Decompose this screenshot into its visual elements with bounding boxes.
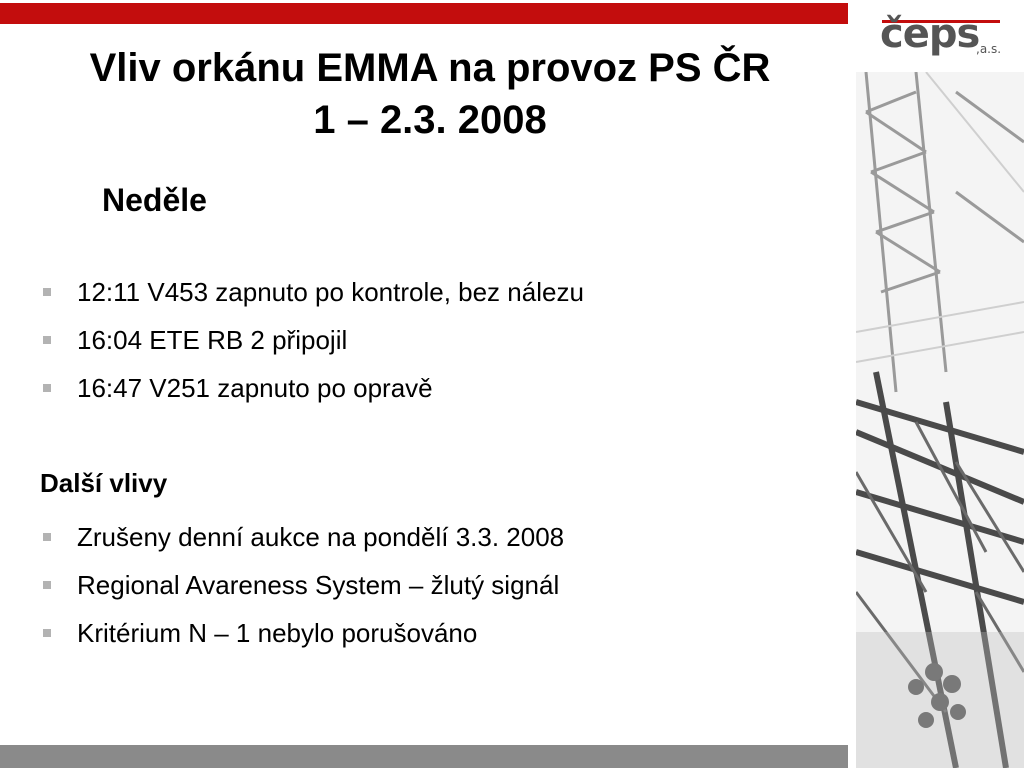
- square-bullet-icon: [43, 336, 51, 344]
- sunday-events-list: [40, 268, 820, 412]
- square-bullet-icon: [43, 581, 51, 589]
- event-text: 12:11 V453 zapnuto po kontrole, bez nálezu: [77, 277, 584, 307]
- top-accent-bar: [0, 3, 848, 24]
- transmission-tower-photo: [856, 72, 1024, 768]
- bottom-bar: [0, 745, 848, 768]
- event-text: 16:47 V251 zapnuto po opravě: [77, 373, 433, 403]
- other-effects-heading: Další vlivy: [40, 468, 168, 498]
- title-line-2: 1 – 2.3. 2008: [313, 98, 547, 142]
- tower-photo-illustration: [856, 72, 1024, 768]
- slide-title: [20, 42, 840, 146]
- list-item: [40, 316, 820, 364]
- logo-suffix: ,a.s.: [976, 42, 1002, 56]
- other-effects-list: [40, 513, 820, 657]
- list-item: [40, 364, 820, 412]
- list-item: [40, 268, 820, 316]
- list-item: [40, 513, 820, 561]
- square-bullet-icon: [43, 288, 51, 296]
- title-line-1: Vliv orkánu EMMA na provoz PS ČR: [89, 46, 771, 90]
- ceps-logo: [876, 12, 1016, 66]
- effect-text: Regional Avareness System – žlutý signál: [77, 570, 560, 600]
- square-bullet-icon: [43, 533, 51, 541]
- list-item: [40, 609, 820, 657]
- logo-name: čeps: [880, 11, 980, 57]
- square-bullet-icon: [43, 384, 51, 392]
- event-text: 16:04 ETE RB 2 připojil: [77, 325, 348, 355]
- day-subtitle: Neděle: [102, 182, 207, 218]
- list-item: [40, 561, 820, 609]
- effect-text: Kritérium N – 1 nebylo porušováno: [77, 618, 478, 648]
- square-bullet-icon: [43, 629, 51, 637]
- effect-text: Zrušeny denní aukce na pondělí 3.3. 2008: [77, 522, 565, 552]
